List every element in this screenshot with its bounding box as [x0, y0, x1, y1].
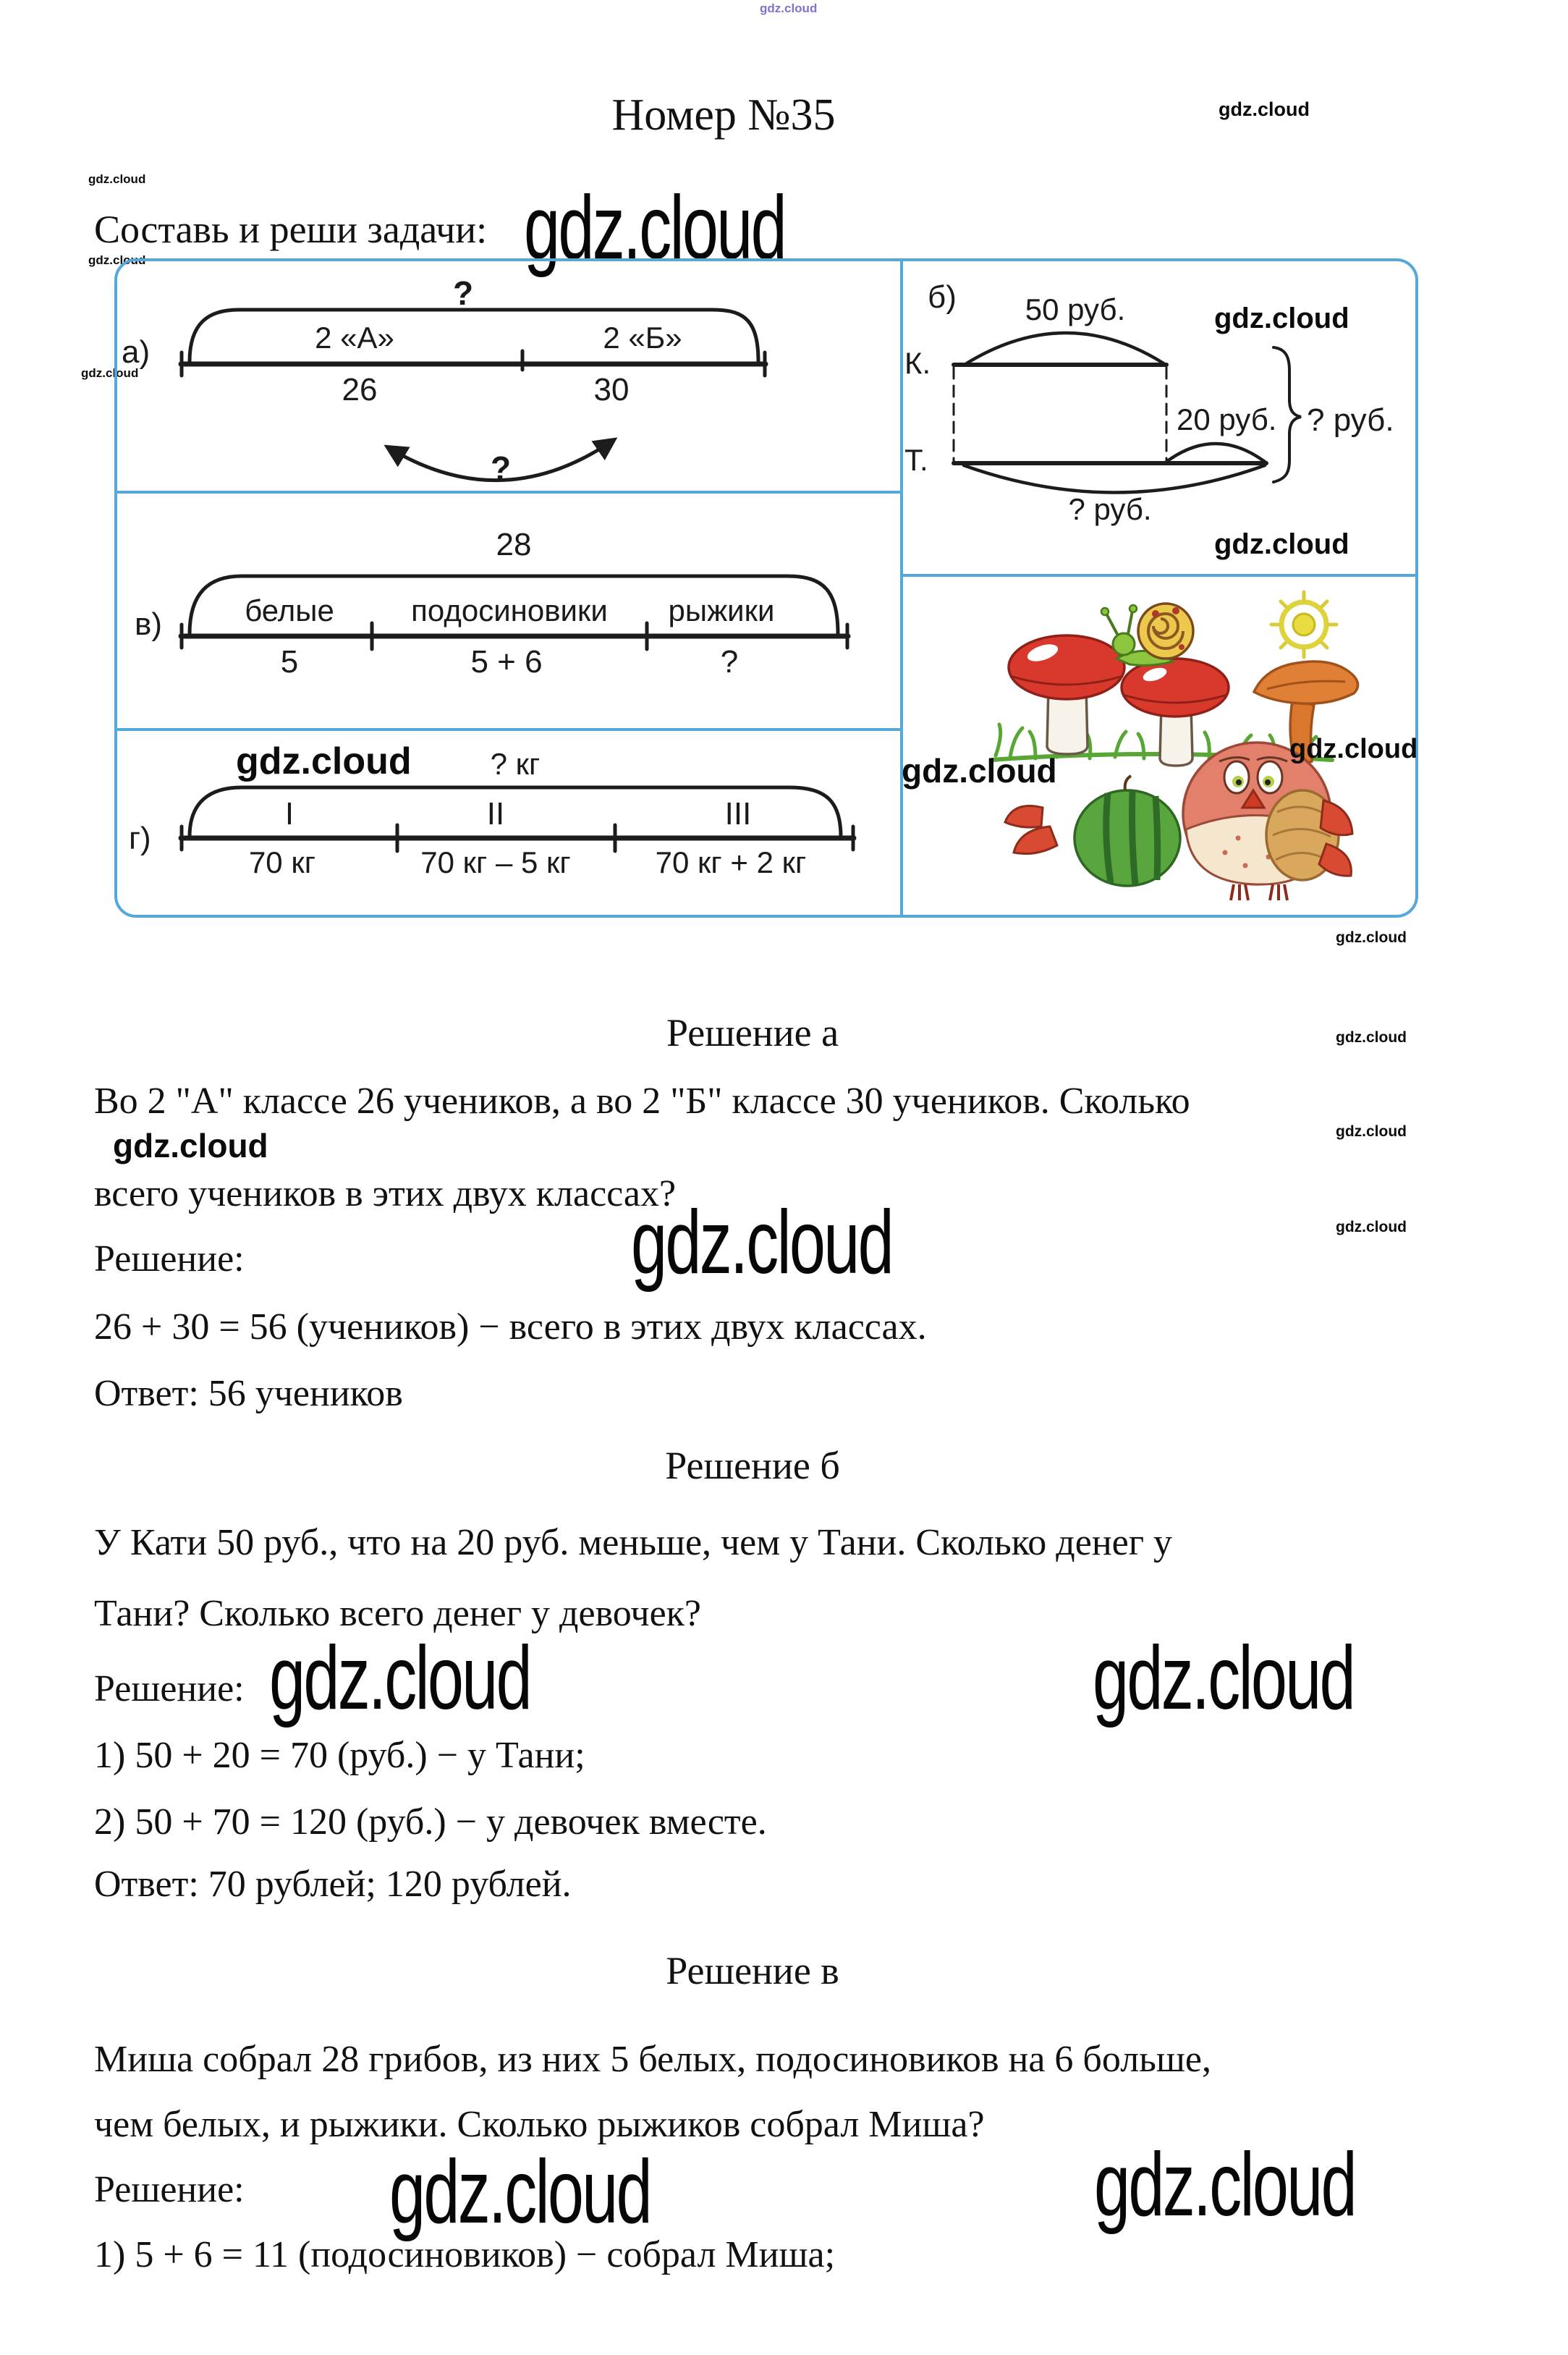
diagram-b-row2-label: Т. [904, 443, 928, 477]
diagram-b-diff-value: 20 руб. [1177, 402, 1277, 436]
solution-b-step2: 2) 50 + 70 = 120 (руб.) − у девочек вместе. [94, 1801, 767, 1843]
solution-v-heading: Решение в [666, 1949, 839, 1992]
diagram-v-seg-label: подосиновики [411, 593, 608, 627]
solution-b-step1: 1) 50 + 20 = 70 (руб.) − у Тани; [94, 1735, 585, 1776]
diagram-g-seg-label: III [724, 796, 752, 832]
diagram-b-label: б) [928, 279, 957, 315]
solution-v-line1: Миша собрал 28 грибов, из них 5 белых, подосиновиков на 6 больше, [94, 2039, 1211, 2080]
diagram-v-seg-value: ? [720, 644, 739, 680]
diagram-a-seg1-label: 2 «А» [315, 321, 394, 355]
diagram-g-seg-value: 70 кг – 5 кг [420, 845, 571, 879]
watermark-v-big-right: gdz.cloud [1094, 2134, 1355, 2236]
watermark-g-section: gdz.cloud [236, 740, 412, 782]
diagram-b-total-question: ? руб. [1307, 402, 1394, 438]
watermark-b-top: gdz.cloud [1214, 303, 1349, 334]
watermark-picture-left: gdz.cloud [902, 752, 1057, 790]
page-title: Номер №35 [611, 90, 836, 140]
mushroom-icon [1122, 659, 1229, 766]
watermark-title-right: gdz.cloud [1219, 98, 1310, 120]
diagram-b-row2-question: ? руб. [1068, 492, 1152, 526]
mushroom-icon [1009, 635, 1124, 754]
divider-a-v [116, 491, 900, 494]
solution-a-line1: Во 2 "А" классе 26 учеников, а во 2 "Б" классе 30 учеников. Сколько [94, 1081, 1190, 1122]
solution-b-line1: У Кати 50 руб., что на 20 руб. меньше, чем у Тани. Сколько денег у [94, 1522, 1173, 1563]
watermark-left-3: gdz.cloud [81, 366, 139, 380]
diagram-g-seg-value: 70 кг + 2 кг [655, 845, 807, 879]
diagram-v-label: в) [135, 606, 163, 642]
solution-b-heading: Решение б [665, 1444, 840, 1487]
solution-a-step1: 26 + 30 = 56 (учеников) − всего в этих двух классах. [94, 1306, 927, 1348]
watermark-b-big-right: gdz.cloud [1093, 1628, 1354, 1729]
watermark-top-purple: gdz.cloud [760, 1, 818, 15]
solution-v-step1: 1) 5 + 6 = 11 (подосиновиков) − собрал Миша; [94, 2234, 836, 2275]
watermark-left-2: gdz.cloud [88, 253, 146, 267]
diagram-g-seg-label: I [284, 796, 294, 832]
diagram-b-row1-label: К. [904, 346, 931, 380]
solution-a-answer: Ответ: 56 учеников [94, 1373, 403, 1414]
divider-vertical [900, 261, 903, 916]
diagram-g-seg-label: II [486, 796, 505, 832]
diagram-a-top-question: ? [452, 274, 474, 312]
diagram-a-seg2-value: 30 [593, 372, 630, 407]
solution-b-answer: Ответ: 70 рублей; 120 рублей. [94, 1864, 572, 1905]
diagram-v-seg-label: белые [245, 593, 334, 627]
watermark-b-big-left: gdz.cloud [269, 1628, 530, 1729]
diagram-g-seg-value: 70 кг [248, 845, 316, 879]
watermark-a-big: gdz.cloud [631, 1192, 892, 1293]
watermark-left-1: gdz.cloud [88, 172, 146, 186]
watermark-right-2: gdz.cloud [1336, 1029, 1407, 1046]
diagram-a-seg1-value: 26 [342, 372, 378, 407]
solution-b-line2: Тани? Сколько всего денег у девочек? [94, 1593, 702, 1634]
intro-text: Составь и реши задачи: [94, 208, 488, 251]
diagram-v-seg-value: 5 + 6 [470, 644, 543, 680]
diagram-v-seg-label: рыжики [668, 593, 775, 627]
watermelon-icon [1075, 776, 1180, 886]
watermark-a-mid: gdz.cloud [113, 1127, 268, 1164]
watermark-right-1: gdz.cloud [1336, 929, 1407, 946]
diagram-g-label: г) [129, 821, 151, 856]
watermark-v-big-left: gdz.cloud [389, 2142, 650, 2243]
watermark-picture-right: gdz.cloud [1289, 734, 1418, 764]
solution-a-heading: Решение а [666, 1011, 839, 1054]
watermark-intro-big: gdz.cloud [524, 177, 785, 279]
diagram-g-top-question: ? кг [490, 747, 541, 781]
diagram-a-diff-question: ? [490, 449, 512, 487]
diagram-v-total: 28 [496, 527, 532, 562]
diagram-b-top-value: 50 руб. [1025, 292, 1126, 326]
solution-b-label: Решение: [94, 1668, 245, 1709]
divider-v-g [116, 728, 900, 731]
diagram-a-seg2-label: 2 «Б» [603, 321, 682, 355]
diagram-a-label: а) [122, 334, 151, 370]
solution-a-label: Решение: [94, 1238, 245, 1280]
diagram-v-seg-value: 5 [280, 644, 299, 680]
solution-v-line2: чем белых, и рыжики. Сколько рыжиков собрал Миша? [94, 2104, 985, 2145]
watermark-right-4: gdz.cloud [1336, 1219, 1407, 1235]
divider-b-picture [903, 574, 1416, 577]
solution-v-label: Решение: [94, 2169, 245, 2210]
watermark-right-3: gdz.cloud [1336, 1123, 1407, 1140]
watermark-b-bottom: gdz.cloud [1214, 528, 1349, 560]
solution-a-line2: всего учеников в этих двух классах? [94, 1173, 677, 1214]
sun-icon [1271, 592, 1336, 657]
